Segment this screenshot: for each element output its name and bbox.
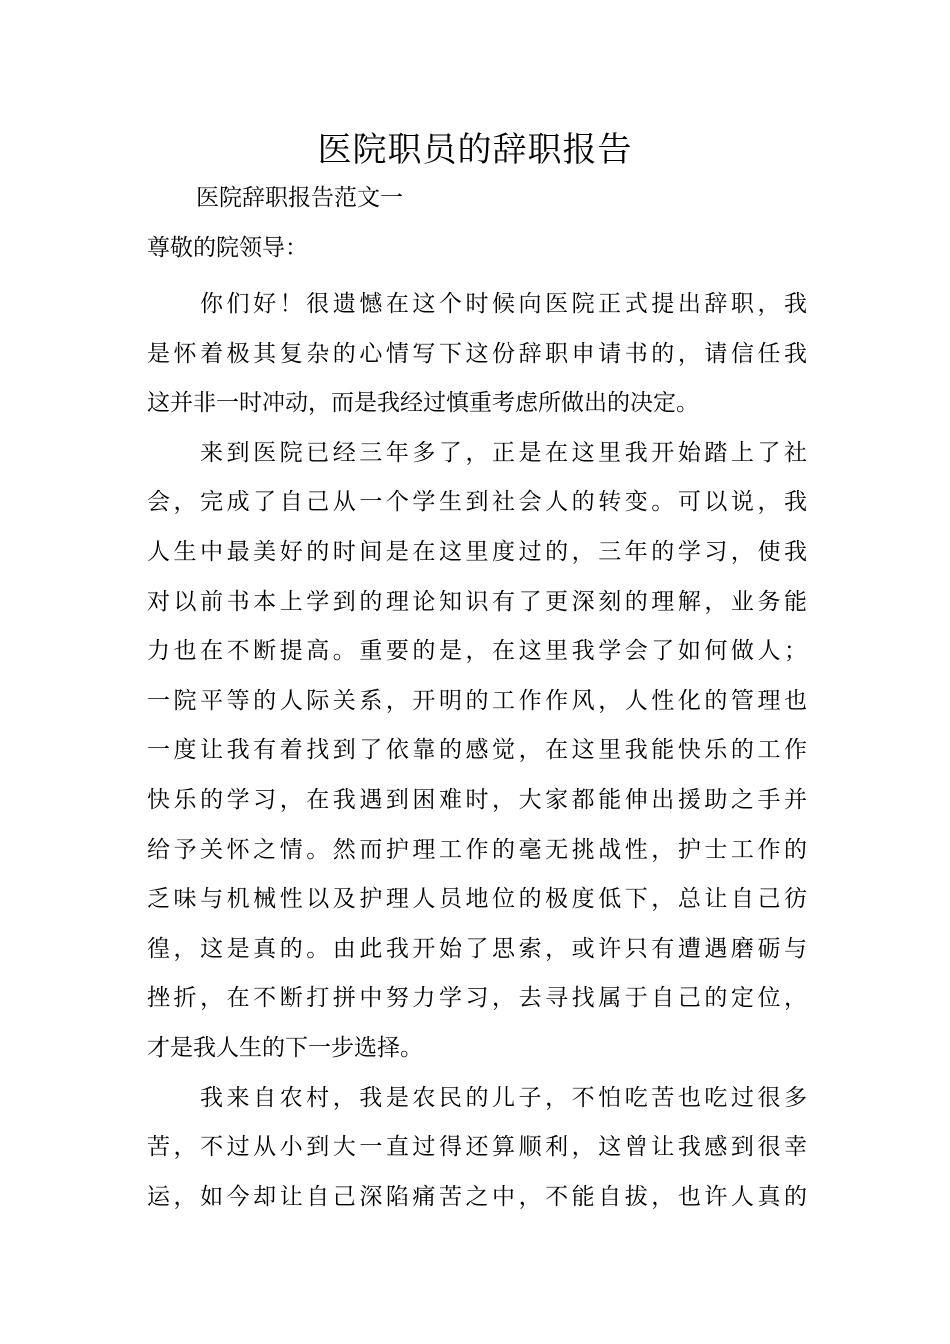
text-line: 来到医院已经三年多了，正是在这里我开始踏上了社 xyxy=(200,439,807,466)
salutation: 尊敬的院领导： xyxy=(147,235,308,261)
text-line: 人生中最美好的时间是在这里度过的，三年的学习，使我 xyxy=(147,538,807,565)
document-title: 医院职员的辞职报告 xyxy=(317,130,633,170)
letter-body xyxy=(147,280,807,1222)
text-line: 乏味与机械性以及护理人员地位的极度低下，总让自己彷 xyxy=(147,886,807,913)
text-line: 一度让我有着找到了依靠的感觉，在这里我能快乐的工作 xyxy=(147,737,807,764)
text-line: 对以前书本上学到的理论知识有了更深刻的理解，业务能 xyxy=(147,588,807,615)
text-line: 你们好！很遗憾在这个时候向医院正式提出辞职，我 xyxy=(200,291,807,317)
text-line: 运，如今却让自己深陷痛苦之中，不能自拔，也许人真的 xyxy=(147,1183,807,1210)
text-line: 会，完成了自己从一个学生到社会人的转变。可以说，我 xyxy=(147,489,807,516)
text-line: 给予关怀之情。然而护理工作的毫无挑战性，护士工作的 xyxy=(147,836,807,863)
text-line: 是怀着极其复杂的心情写下这份辞职申请书的，请信任我 xyxy=(147,340,807,367)
text-line: 一院平等的人际关系，开明的工作作风，人性化的管理也 xyxy=(147,687,807,714)
text-line: 苦，不过从小到大一直过得还算顺利，这曾让我感到很幸 xyxy=(147,1134,807,1161)
text-line: 才是我人生的下一步选择。 xyxy=(147,1034,423,1061)
text-line: 快乐的学习，在我遇到困难时，大家都能伸出援助之手并 xyxy=(147,786,807,813)
text-line: 挫折，在不断打拼中努力学习，去寻找属于自己的定位， xyxy=(147,985,807,1012)
text-line: 徨，这是真的。由此我开始了思索，或许只有遭遇磨砺与 xyxy=(147,935,807,962)
text-line: 这并非一时冲动，而是我经过慎重考虑所做出的决定。 xyxy=(147,390,699,417)
text-line: 力也在不断提高。重要的是，在这里我学会了如何做人； xyxy=(147,638,807,665)
document-subtitle: 医院辞职报告范文一 xyxy=(196,185,403,211)
text-line: 我来自农村，我是农民的儿子，不怕吃苦也吃过很多 xyxy=(200,1084,807,1111)
